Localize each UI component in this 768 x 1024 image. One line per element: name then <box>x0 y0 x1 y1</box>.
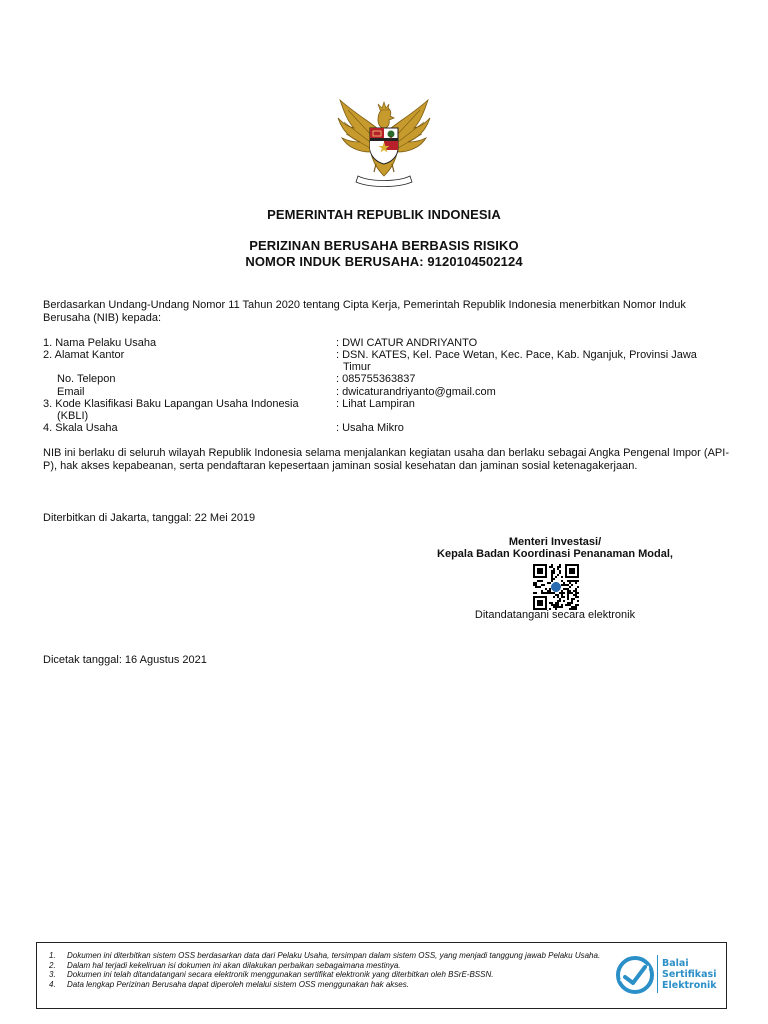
intro-paragraph: Berdasarkan Undang-Undang Nomor 11 Tahun 2020 tentang Cipta Kerja, Pemerintah Republik Indonesia menerbitkan Nomor Induk Berusaha (NIB) kepada: <box>43 299 686 324</box>
qr-module <box>535 582 537 584</box>
qr-module <box>549 590 551 592</box>
field-label-kbli-line2: (KBLI) <box>57 410 89 422</box>
qr-module <box>563 584 565 586</box>
qr-module <box>577 596 579 598</box>
qr-module <box>561 592 563 594</box>
qr-module <box>551 602 553 604</box>
government-heading: PEMERINTAH REPUBLIK INDONESIA <box>267 207 501 222</box>
qr-module <box>561 596 563 598</box>
field-value-email: : dwicaturandriyanto@gmail.com <box>336 386 496 398</box>
qr-module <box>571 600 573 602</box>
qr-module <box>557 604 559 606</box>
qr-module <box>577 592 579 594</box>
qr-module <box>553 606 555 608</box>
qr-module <box>541 590 543 592</box>
qr-module <box>559 592 561 594</box>
qr-module <box>575 606 577 608</box>
qr-module <box>569 602 571 604</box>
qr-module <box>545 592 547 594</box>
qr-module <box>547 582 549 584</box>
qr-module <box>577 604 579 606</box>
qr-module <box>573 594 575 596</box>
qr-module <box>559 598 561 600</box>
qr-module <box>559 606 561 608</box>
document-title: PERIZINAN BERUSAHA BERBASIS RISIKO <box>249 238 519 253</box>
field-label-name: 1. Nama Pelaku Usaha <box>43 337 157 349</box>
signed-electronically-note: Ditandatangani secara elektronik <box>474 609 636 621</box>
footer-note-number: 3. <box>49 970 56 980</box>
field-value-phone: : 085755363837 <box>336 373 416 385</box>
qr-module <box>569 580 571 582</box>
qr-module <box>551 578 553 580</box>
footer-notes-list <box>49 951 609 990</box>
qr-module <box>549 566 551 568</box>
qr-module <box>561 580 563 582</box>
qr-module <box>551 564 553 566</box>
qr-module <box>547 592 549 594</box>
qr-module <box>559 572 561 574</box>
field-label-email: Email <box>57 386 85 398</box>
qr-module <box>563 592 565 594</box>
qr-module <box>569 590 571 592</box>
qr-module <box>551 576 553 578</box>
qr-module <box>561 584 563 586</box>
qr-module <box>557 574 559 576</box>
qr-module <box>569 568 575 574</box>
bsre-logo-line2: Sertifikasi <box>662 969 717 980</box>
qr-module <box>555 604 557 606</box>
qr-module <box>569 582 571 584</box>
qr-module <box>571 598 573 600</box>
qr-module <box>551 574 553 576</box>
qr-module <box>567 596 569 598</box>
qr-module <box>537 586 539 588</box>
printed-date: Dicetak tanggal: 16 Agustus 2021 <box>43 654 207 666</box>
qr-module <box>575 604 577 606</box>
qr-module <box>557 566 559 568</box>
qr-module <box>559 570 561 572</box>
qr-module <box>577 600 579 602</box>
qr-module <box>563 582 565 584</box>
qr-module <box>575 588 577 590</box>
garuda-emblem <box>334 92 434 188</box>
qr-module <box>551 580 553 582</box>
qr-module <box>549 582 551 584</box>
qr-module <box>573 590 575 592</box>
qr-module <box>553 572 555 574</box>
qr-module <box>565 588 567 590</box>
qr-code <box>533 564 579 610</box>
qr-module <box>551 566 553 568</box>
footer-note <box>49 961 609 971</box>
qr-module <box>575 592 577 594</box>
qr-module <box>575 590 577 592</box>
bsre-logo <box>615 953 721 999</box>
qr-module <box>557 606 559 608</box>
qr-module <box>571 602 573 604</box>
issued-date: Diterbitkan di Jakarta, tanggal: 22 Mei 2019 <box>43 512 256 524</box>
qr-module <box>543 584 545 586</box>
qr-module <box>545 588 547 590</box>
qr-module <box>575 582 577 584</box>
qr-module <box>561 594 563 596</box>
qr-module <box>553 596 555 598</box>
field-label-scale: 4. Skala Usaha <box>43 422 118 434</box>
qr-module <box>559 566 561 568</box>
qr-module <box>553 570 555 572</box>
qr-module <box>543 592 545 594</box>
field-value-kbli: : Lihat Lampiran <box>336 398 415 410</box>
footer-note-text: Dokumen ini diterbitkan sistem OSS berdasarkan data dari Pelaku Usaha, tersimpan dalam sistem OSS, yang menjadi tanggung jawab Pelaku Usaha. <box>67 951 601 960</box>
qr-module <box>555 602 557 604</box>
qr-module <box>567 602 569 604</box>
qr-module <box>563 600 565 602</box>
qr-module <box>565 584 567 586</box>
qr-module <box>567 592 569 594</box>
qr-module <box>557 596 559 598</box>
signatory-title-line2: Kepala Badan Koordinasi Penanaman Modal, <box>437 548 673 560</box>
qr-module <box>569 586 571 588</box>
footer-note-number: 4. <box>49 980 56 990</box>
qr-module <box>573 606 575 608</box>
footer-note-text: Data lengkap Perizinan Berusaha dapat diperoleh melalui sistem OSS menggunakan hak akses. <box>67 980 409 990</box>
qr-module <box>537 580 539 582</box>
qr-module <box>575 594 577 596</box>
qr-module <box>571 606 573 608</box>
qr-module <box>571 584 573 586</box>
qr-module <box>569 604 571 606</box>
bsre-logo-line1: Balai <box>662 958 689 969</box>
qr-module <box>557 568 559 570</box>
qr-module <box>549 602 551 604</box>
qr-module <box>539 580 541 582</box>
footer-note <box>49 951 609 961</box>
qr-module <box>541 584 543 586</box>
qr-module <box>535 586 537 588</box>
qr-module <box>533 582 535 584</box>
qr-module <box>571 592 573 594</box>
qr-module <box>561 606 563 608</box>
qr-module <box>559 600 561 602</box>
qr-module <box>553 578 555 580</box>
qr-module <box>561 576 563 578</box>
field-label-address: 2. Alamat Kantor <box>43 349 125 361</box>
signatory-title-line1: Menteri Investasi/ <box>508 536 602 548</box>
qr-module <box>549 592 551 594</box>
footer-note-number: 2. <box>49 960 56 970</box>
qr-module <box>561 590 563 592</box>
qr-module <box>551 570 553 572</box>
field-value-scale: : Usaha Mikro <box>336 422 404 434</box>
qr-module <box>575 596 577 598</box>
qr-module <box>573 598 575 600</box>
qr-module <box>535 592 537 594</box>
footer-note-text: Dokumen ini telah ditandatangani secara elektronik menggunakan sertifikat elektronik yang diterbitkan oleh BSrE-BSSN. <box>67 970 494 980</box>
qr-module <box>557 602 559 604</box>
qr-module <box>561 604 563 606</box>
qr-module <box>567 590 569 592</box>
qr-module <box>555 594 557 596</box>
qr-module <box>537 568 543 574</box>
qr-module <box>533 592 535 594</box>
qr-module <box>551 592 553 594</box>
footer-note <box>49 980 609 990</box>
qr-module <box>537 600 543 606</box>
field-value-address-line2: Timur <box>343 361 371 373</box>
nib-number: NOMOR INDUK BERUSAHA: 9120104502124 <box>245 254 523 269</box>
footer-notes-box <box>36 942 727 1009</box>
qr-module <box>575 580 577 582</box>
qr-module <box>557 594 559 596</box>
qr-module <box>563 596 565 598</box>
qr-module <box>557 600 559 602</box>
qr-module <box>563 588 565 590</box>
qr-module <box>559 564 561 566</box>
qr-module <box>571 580 573 582</box>
field-label-phone: No. Telepon <box>57 373 116 385</box>
footer-note-text: Dalam hal terjadi kekeliruan isi dokumen ini akan dilakukan perbaikan sebagaimana mestinya. <box>67 960 401 970</box>
qr-module <box>533 584 535 586</box>
validity-paragraph: NIB ini berlaku di seluruh wilayah Republik Indonesia selama menjalankan kegiatan usaha dan berlaku sebagai Angka Pengenal Impor (API-P), hak akses kepabeanan, serta pendaftaran kepesertaan jaminan sosial kesehatan dan jaminan sosial ketenagakerjaan. <box>43 447 729 472</box>
qr-module <box>567 594 569 596</box>
qr-module <box>553 604 555 606</box>
qr-center-logo <box>551 582 561 592</box>
qr-module <box>541 580 543 582</box>
qr-module <box>549 588 551 590</box>
qr-module <box>567 584 569 586</box>
qr-module <box>551 604 553 606</box>
qr-module <box>547 590 549 592</box>
qr-module <box>565 604 567 606</box>
qr-module <box>555 606 557 608</box>
qr-module <box>577 580 579 582</box>
qr-module <box>555 576 557 578</box>
field-value-address-line1: : DSN. KATES, Kel. Pace Wetan, Kec. Pace, Kab. Nganjuk, Provinsi Jawa <box>336 349 697 361</box>
bsre-logo-icon <box>615 955 655 995</box>
qr-module <box>567 604 569 606</box>
field-value-name: : DWI CATUR ANDRIYANTO <box>336 337 478 349</box>
qr-module <box>551 572 553 574</box>
qr-module <box>567 588 569 590</box>
qr-module <box>541 592 543 594</box>
qr-module <box>567 598 569 600</box>
qr-module <box>577 586 579 588</box>
qr-module <box>569 592 571 594</box>
footer-note <box>49 970 609 980</box>
qr-module <box>573 580 575 582</box>
qr-module <box>567 580 569 582</box>
qr-module <box>553 568 555 570</box>
footer-note-number: 1. <box>49 951 56 960</box>
qr-module <box>553 592 555 594</box>
qr-module <box>535 584 537 586</box>
bsre-logo-line3: Elektronik <box>662 980 717 991</box>
qr-module <box>539 586 541 588</box>
field-label-kbli-line1: 3. Kode Klasifikasi Baku Lapangan Usaha Indonesia <box>43 398 299 410</box>
bsre-logo-divider <box>657 955 658 993</box>
